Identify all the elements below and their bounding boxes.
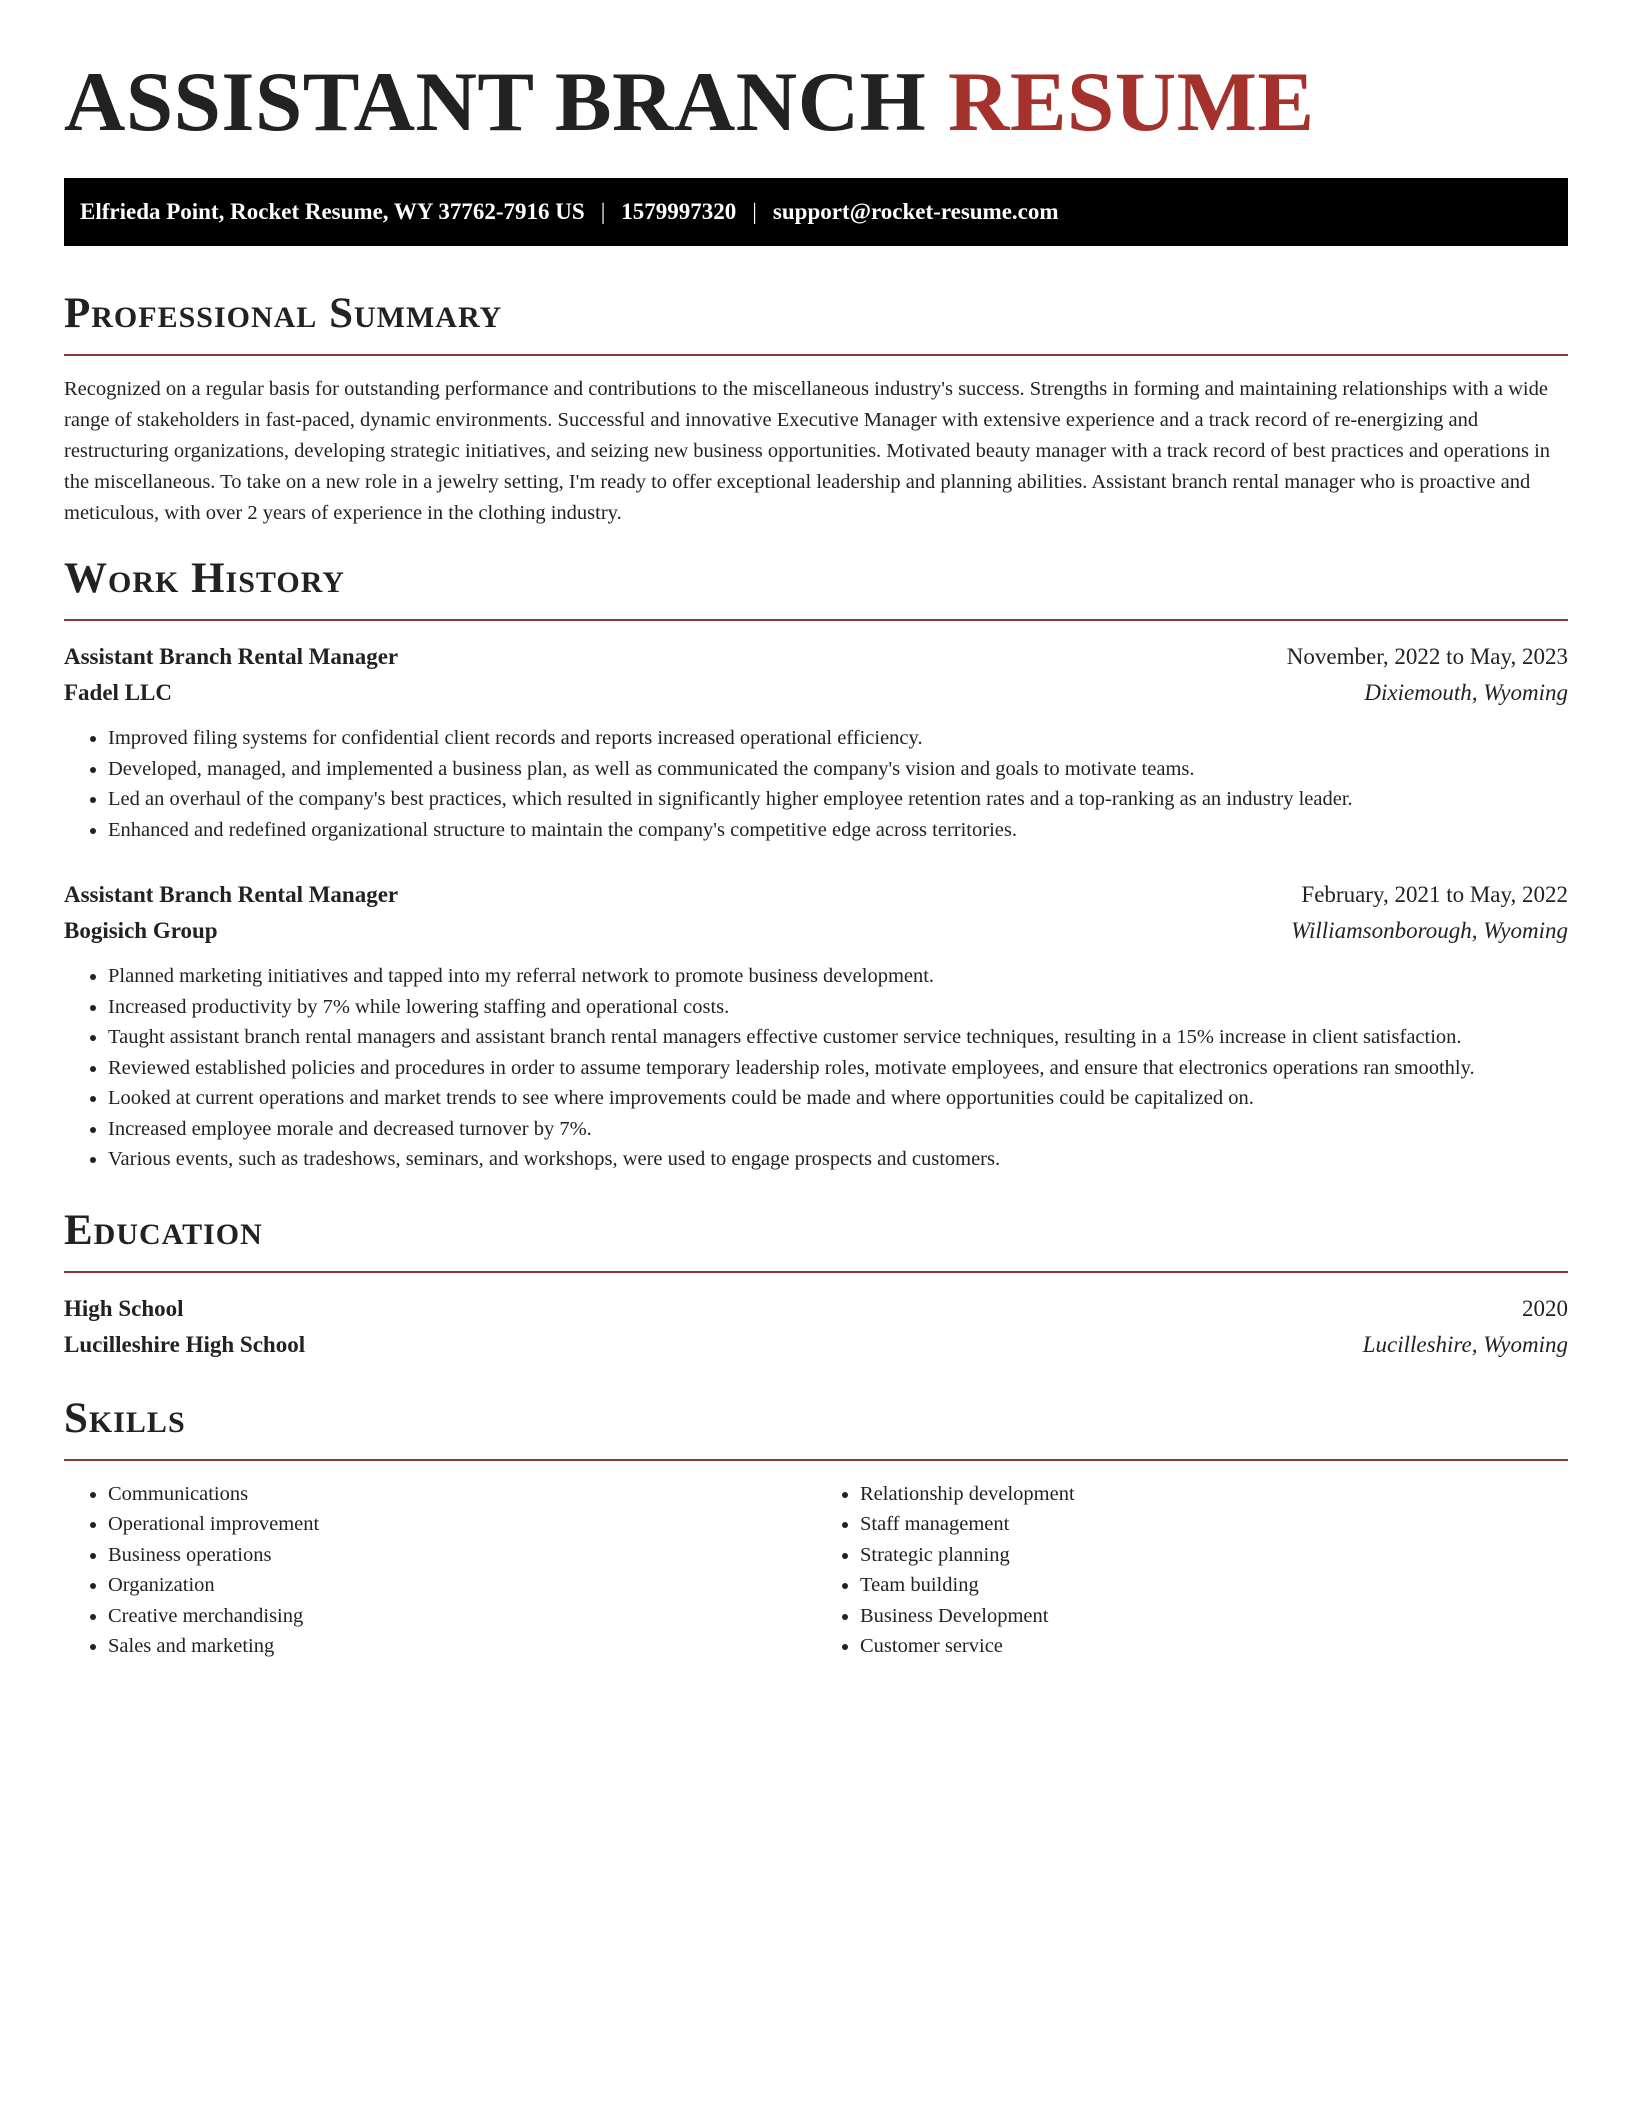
skill-item: • Relationship development: [860, 1479, 1568, 1510]
job-location: Williamsonborough, Wyoming: [1291, 918, 1568, 943]
job-title: Assistant Branch Rental Manager: [64, 882, 399, 907]
resume-title: [64, 52, 1568, 152]
title-main: ASSISTANT BRANCH: [64, 55, 927, 149]
skill-item: • Team building: [860, 1570, 1568, 1601]
job-header-row: [64, 639, 1568, 675]
section-divider: [64, 619, 1568, 621]
job-dates: February, 2021 to May, 2022: [1301, 882, 1568, 907]
section-heading-summary: Professional Summary: [64, 290, 503, 337]
section-divider: [64, 354, 1568, 356]
contact-separator: |: [752, 199, 757, 224]
contact-separator: |: [600, 199, 606, 224]
section-heading-education: Education: [64, 1206, 263, 1254]
contact-bar: [64, 178, 1568, 246]
contact-address: Elfrieda Point, Rocket Resume, WY 37762-7916 US: [80, 199, 585, 224]
job-company-row: [64, 675, 1568, 711]
skill-item: • Business operations: [108, 1540, 816, 1571]
skill-item: • Customer service: [860, 1631, 1568, 1662]
job-company: Bogisich Group: [64, 918, 218, 943]
skill-item: • Strategic planning: [860, 1540, 1568, 1571]
job-bullets: [64, 961, 1568, 1175]
skill-item: • Operational improvement: [108, 1509, 816, 1540]
education-location: Lucilleshire, Wyoming: [1362, 1331, 1568, 1357]
skill-item: • Business Development: [860, 1601, 1568, 1632]
skills-columns: [64, 1479, 1568, 1662]
education-school-row: [64, 1327, 1568, 1363]
work-history-section: [64, 555, 1568, 1175]
skill-item: • Staff management: [860, 1509, 1568, 1540]
job-entry: [64, 639, 1568, 845]
job-bullet: • Taught assistant branch rental managers and assistant branch rental managers effective customer service techniques, resulting in a 15% increase in client satisfaction.: [108, 1022, 1568, 1053]
education-header-row: [64, 1291, 1568, 1327]
section-divider: [64, 1459, 1568, 1461]
job-entry: [64, 877, 1568, 1175]
education-school: Lucilleshire High School: [64, 1331, 306, 1357]
job-header-row: [64, 877, 1568, 913]
education-degree: High School: [64, 1295, 184, 1321]
job-bullet: • Led an overhaul of the company's best practices, which resulted in significantly higher employee retention rates and a top-ranking as an industry leader.: [108, 784, 1568, 815]
skills-list-left: [64, 1479, 816, 1662]
professional-summary-section: [64, 290, 1568, 529]
job-bullet: • Enhanced and redefined organizational structure to maintain the company's competitive edge across territories.: [108, 815, 1568, 846]
job-bullets: [64, 723, 1568, 845]
job-bullet: • Increased productivity by 7% while lowering staffing and operational costs.: [108, 992, 1568, 1023]
contact-phone: 1579997320: [621, 199, 737, 224]
job-bullet: • Improved filing systems for confidential client records and reports increased operational efficiency.: [108, 723, 1568, 754]
contact-email[interactable]: support@rocket-resume.com: [772, 199, 1059, 224]
job-bullet: • Planned marketing initiatives and tapped into my referral network to promote business development.: [108, 961, 1568, 992]
job-company: Fadel LLC: [64, 680, 172, 705]
job-dates: November, 2022 to May, 2023: [1286, 644, 1568, 669]
job-location: Dixiemouth, Wyoming: [1364, 680, 1568, 705]
skill-item: • Sales and marketing: [108, 1631, 816, 1662]
skill-item: • Communications: [108, 1479, 816, 1510]
job-title: Assistant Branch Rental Manager: [64, 644, 399, 669]
skill-item: • Creative merchandising: [108, 1601, 816, 1632]
education-section: [64, 1207, 1568, 1363]
section-heading-skills: Skills: [64, 1394, 186, 1442]
education-year: 2020: [1522, 1295, 1568, 1321]
section-divider: [64, 1271, 1568, 1273]
job-bullet: • Reviewed established policies and procedures in order to assume temporary leadership roles, motivate employees, and ensure that electronics operations ran smoothly.: [108, 1053, 1568, 1084]
job-company-row: [64, 913, 1568, 949]
section-heading-work: Work History: [64, 555, 345, 602]
summary-text: Recognized on a regular basis for outstanding performance and contributions to the miscellaneous industry's success. Strengths in forming and maintaining relationships with a wide range of stakeholders in fast-paced, dynamic environments. Successful and innovative Executive Manager with extensive experience and a track record of re-energizing and restructuring organizations, developing strategic initiatives, and seizing new business opportunities. Motivated beauty manager with a track record of best practices and operations in the miscellaneous. To take on a new role in a jewelry setting, I'm ready to offer exceptional leadership and planning abilities. Assistant branch rental manager who is proactive and meticulous, with over 2 years of experience in the clothing industry.: [64, 378, 1551, 524]
title-accent: RESUME: [947, 55, 1315, 149]
job-bullet: • Various events, such as tradeshows, seminars, and workshops, were used to engage prospects and customers.: [108, 1144, 1568, 1175]
job-bullet: • Increased employee morale and decreased turnover by 7%.: [108, 1114, 1568, 1145]
job-bullet: • Developed, managed, and implemented a business plan, as well as communicated the company's vision and goals to motivate teams.: [108, 754, 1568, 785]
skills-section: [64, 1395, 1568, 1662]
skills-list-right: [816, 1479, 1568, 1662]
skill-item: • Organization: [108, 1570, 816, 1601]
job-bullet: • Looked at current operations and market trends to see where improvements could be made and where opportunities could be capitalized on.: [108, 1083, 1568, 1114]
